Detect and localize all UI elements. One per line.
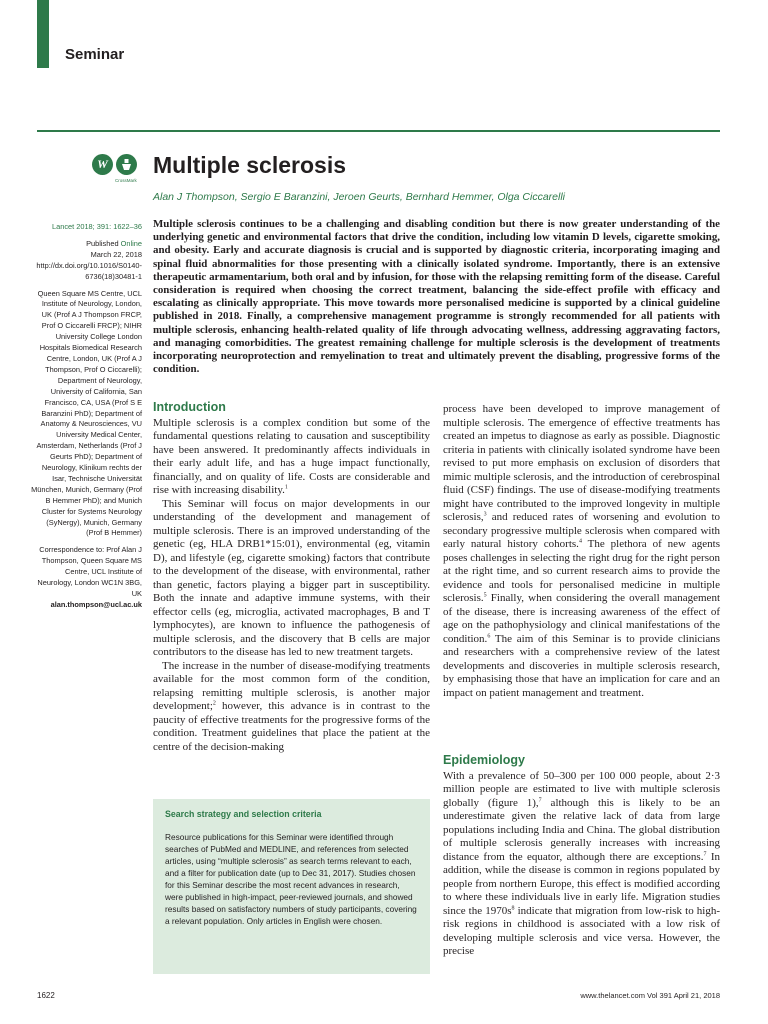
- summary-abstract: Multiple sclerosis continues to be a challenging and disabling condition but there is now greater understanding of the underlying genetic and environmental factors that drive the condition, including low vitamin D levels, cigarette smoking, and obesity. Early and accurate diagnosis is crucial and is supported by diagnostic criteria, incorporating imaging and spinal fluid abnormalities for those presenting with a clinically isolated syndrome. Importantly, there is an extensive therapeutic armamentarium, both oral and by infusion, for those with the relapsing remitting form of the disease. Careful consideration is required when choosing the correct treatment, balancing the side-effect profile with efficacy and escalating as clinically appropriate. This move towards more personalised medicine is supported by a clinical guideline published in 2018. Finally, a comprehensive management programme is strongly recommended for all patients with multiple sclerosis, enhancing health-related quality of life through advocating wellness, addressing aggravating factors, and managing comorbidities. The greatest remaining challenge for multiple sclerosis is the development of treatments incorporating neuroprotection and remyelination to treat and ultimately prevent the disabling, progressive forms of the condition.: [153, 218, 720, 376]
- article-sidebar: [30, 222, 142, 617]
- correspondence-address: Correspondence to: Prof Alan J Thompson, Queen Square MS Centre, UCL Institute of Neurology, London WC1N 3BG, UK: [37, 545, 142, 598]
- crossmark-label: CrossMark: [115, 178, 137, 183]
- search-strategy-box: [153, 799, 430, 974]
- author-list: Alan J Thompson, Sergio E Baranzini, Jeroen Geurts, Bernhard Hemmer, Olga Ciccarelli: [153, 191, 566, 203]
- reference-marker[interactable]: 7: [538, 796, 542, 803]
- published-online-link[interactable]: Online: [120, 238, 142, 248]
- section-label: Seminar: [65, 46, 125, 63]
- reference-marker[interactable]: 5: [483, 592, 487, 599]
- introduction-paragraph: Multiple sclerosis is a complex condition but some of the fundamental questions relating to causation and susceptibility have been answered. It predominantly affects individuals in their early adult life, and has a huge impact functionally, financially, and on quality of life. Costs are considerable and rise with increasing disability.$^1$: [153, 416, 430, 496]
- search-strategy-text: Resource publications for this Seminar were identified through searches of PubMed and MEDLINE, and references from selected articles, using “multiple sclerosis” as search terms relevant to each, and a filter for publication date (up to Dec 31, 2017). Studies chosen for this Seminar describe the most recent advances in research, were published in high-impact, peer-reviewed journals, and showed results based on satisfactory numbers of study participants, covering a relevant population. Only articles in English were chosen.: [165, 832, 417, 926]
- article-title: Multiple sclerosis: [153, 152, 347, 178]
- epidemiology-heading: Epidemiology: [443, 753, 525, 767]
- section-color-bar: [37, 0, 49, 68]
- page-number: 1622: [37, 991, 55, 1000]
- introduction-continued: [443, 403, 720, 700]
- reference-marker[interactable]: 1: [284, 484, 288, 491]
- published-prefix: Published: [86, 238, 121, 248]
- search-strategy-heading: Search strategy and selection criteria: [165, 809, 322, 819]
- correspondence: [30, 545, 142, 610]
- journal-citation: Lancet 2018; 391: 1622–36: [51, 222, 142, 231]
- introduction-paragraph: The increase in the number of disease-modifying treatments available for the most common form of the condition, relapsing remitting multiple sclerosis, is another major development;$^2$ however, this advance is in contrast to the paucity of effective treatments for the progressive forms of the condition. Treatment guidelines that place the patient at the centre of the decision-making: [153, 659, 430, 753]
- introduction-section: [153, 401, 430, 754]
- journal-footer: www.thelancet.com Vol 391 April 21, 2018: [580, 991, 720, 1000]
- introduction-paragraph: This Seminar will focus on major developments in our understanding of the development and management of multiple sclerosis. There is an improved understanding of the genetic (eg, HLA DRB1*15:01), environmental (eg, vitamin D), and lifestyle (eg, cigarette smoking) factors that contribute to the development of the disease, with environmental, rather than genetic, factors playing a bigger part in susceptibility. Both the innate and adaptive immune systems, with their effector cells (eg, microglia, activated macrophages, B and T lymphocytes), are known to influence the pathogenesis of multiple sclerosis, and the discovery that B cells are major contributors to the disease has led to new treatment targets.: [153, 497, 430, 658]
- correspondence-email[interactable]: alan.thompson@ucl.ac.uk: [50, 599, 142, 609]
- introduction-heading: Introduction: [153, 400, 226, 414]
- publication-info: [30, 239, 142, 283]
- reference-marker[interactable]: 7: [703, 850, 707, 857]
- reference-marker[interactable]: 8: [511, 904, 515, 911]
- author-affiliations: Queen Square MS Centre, UCL Institute of Neurology, London, UK (Prof A J Thompson FRCP, Prof O Ciccarelli FRCP); NIHR University College London Hospitals Biomedical Research Centre, London, UK (Prof A J Thompson, Prof O Ciccarelli); Department of Neurology, University of California, San Francisco, CA, USA (Prof S E Baranzini PhD); Department of Anatomy & Neurosciences, VU University Medical Center, Amsterdam, Netherlands (Prof J Geurts PhD); Department of Neurology, Klinikum rechts der Isar, Technische Universität München, Munich, Germany (Prof B Hemmer PhD); and Munich Cluster for Systems Neurology (SyNergy), Munich, Germany (Prof B Hemmer): [31, 288, 142, 538]
- header-rule: [37, 130, 720, 132]
- published-date: March 22, 2018: [90, 249, 142, 259]
- reference-marker[interactable]: 2: [212, 700, 216, 707]
- introduction-paragraph: process have been developed to improve management of multiple sclerosis. The emergence of effective treatments has created an impetus to diagnose as early as possible. Diagnostic criteria in patients with clinically isolated syndrome have been revised to put more emphasis on exclusion of disorders that mimic multiple sclerosis, and the introduction of cerebrospinal fluid (CSF) findings. The use of disease-modifying treatments might have contributed to the improved longevity in multiple sclerosis,$^3$ and reduced rates of worsening and evolution to secondary progressive multiple sclerosis when compared with early natural history cohorts.$^4$ The plethora of new agents poses challenges in selecting the right drug for the right person at the right time, and so current research aims to provide the evidence and tools for personalised medicine in multiple sclerosis.$^5$ Finally, when considering the overall management of the disease, there is increasing awareness of the effect of age on the pathophysiology and clinical manifestations of the condition.$^6$ The aim of this Seminar is to provide clinicians and researchers with a comprehensive review of the latest developments and discoveries in multiple sclerosis research, by emphasising those that have an implication for care and an impact on patient management and treatment.: [443, 403, 720, 699]
- epidemiology-section: [443, 754, 720, 959]
- logo-group: [92, 154, 137, 175]
- citation: [30, 222, 142, 233]
- reference-marker[interactable]: 6: [487, 632, 491, 639]
- reference-marker[interactable]: 3: [483, 511, 487, 518]
- lancet-logo-icon: W: [92, 154, 113, 175]
- doi-link[interactable]: http://dx.doi.org/10.1016/S0140-6736(18)30481-1: [36, 260, 142, 281]
- crossmark-icon[interactable]: [116, 154, 137, 175]
- reference-marker[interactable]: 4: [578, 538, 582, 545]
- epidemiology-paragraph: With a prevalence of 50–300 per 100 000 people, about 2·3 million people are estimated to live with multiple sclerosis globally (figure 1),$^7$ although this is likely to be an underestimate given the relative lack of data from large populations including India and China. The global distribution of multiple sclerosis generally increases with increasing distance from the equator, although there are exceptions.$^7$ In addition, while the disease is common in regions populated by people from northern Europe, this effect is modified according to where these individuals live in early life. Migration studies since the $1970s^8$ indicate that migration from low-risk to high-risk regions in childhood is associated with a low risk of developing multiple sclerosis and vice versa. However, the precise: [443, 769, 720, 957]
